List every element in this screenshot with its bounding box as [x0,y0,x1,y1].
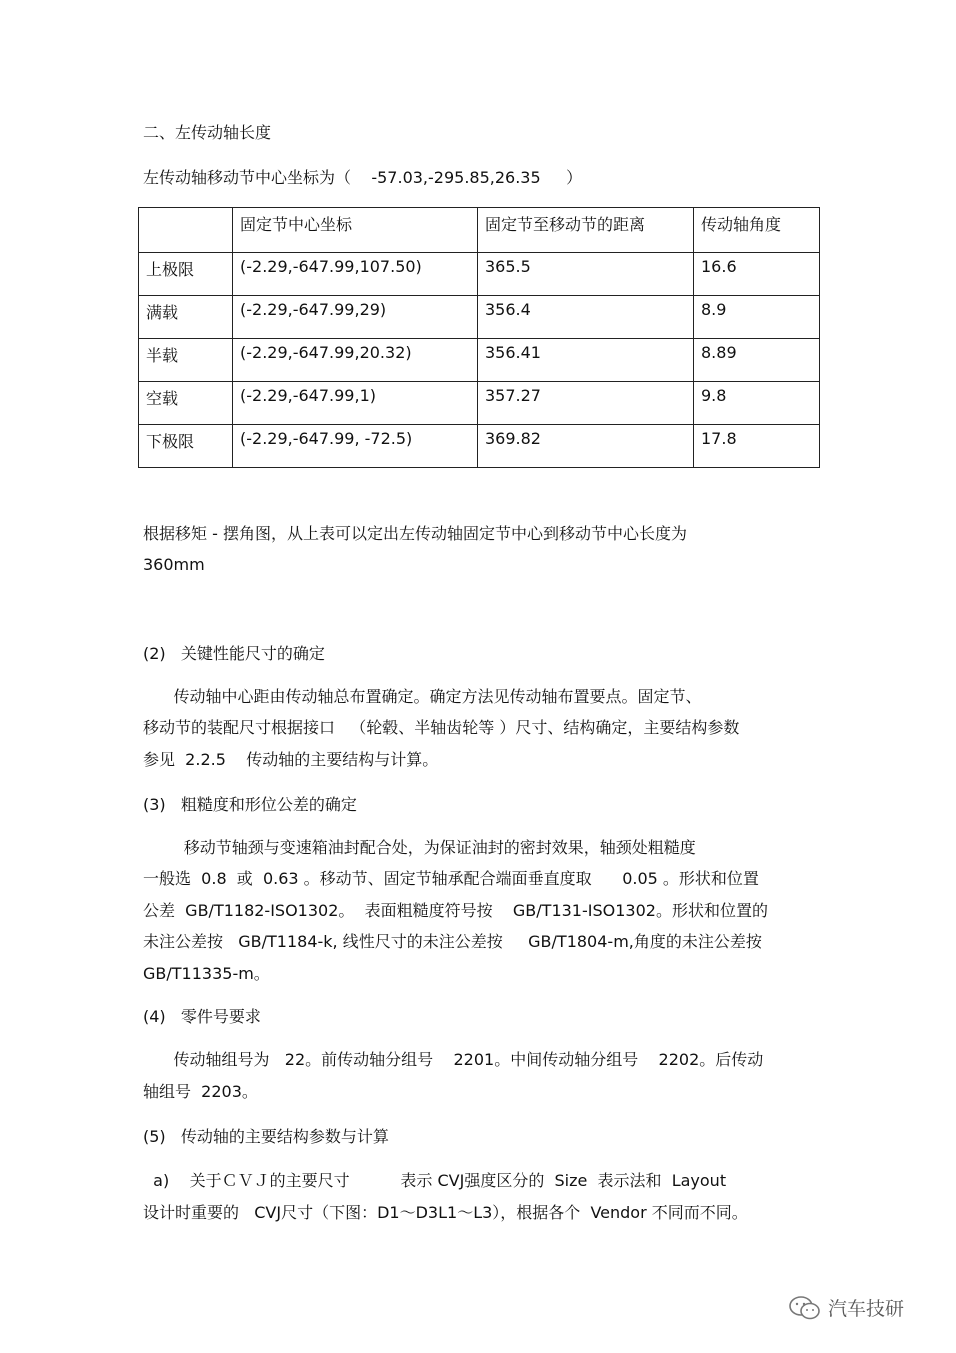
table-cell: 357.27 [478,382,694,425]
table-row [139,296,820,339]
table-cell: 356.4 [478,296,694,339]
subheading: (3) 粗糙度和形位公差的确定 [143,795,357,814]
subheading: (2) 关键性能尺寸的确定 [143,644,325,663]
paragraph-line: 设计时重要的 CVJ尺寸（下图：D1～D3L1～L3），根据各个 Vendor 不同而不同。 [143,1203,748,1222]
paragraph-line: 传动轴中心距由传动轴总布置确定。确定方法见传动轴布置要点。固定节、 [143,687,702,706]
table-cell: 8.9 [694,296,820,339]
table-cell: 356.41 [478,339,694,382]
paragraph-line: 移动节的装配尺寸根据接口 （轮毂、半轴齿轮等 ）尺寸、结构确定，主要结构参数 [143,718,740,737]
table-header-cell [139,208,233,253]
paragraph-line: 未注公差按 GB/T1184-k, 线性尺寸的未注公差按 GB/T1804-m,角度的未注公差按 [143,932,762,951]
paragraph-line: GB/T11335-m。 [143,964,270,983]
table-cell: 16.6 [694,253,820,296]
table-cell: 半载 [139,339,233,382]
paragraph-line: 轴组号 2203。 [143,1082,258,1101]
table-row [139,253,820,296]
table-cell: 9.8 [694,382,820,425]
table-header-cell: 固定节至移动节的距离 [478,208,694,253]
table-row [139,382,820,425]
section-title: 二、左传动轴长度 [143,123,272,142]
coord-line: 左传动轴移动节中心坐标为（ -57.03,-295.85,26.35 ） [143,168,583,187]
paragraph-line: 参见 2.2.5 传动轴的主要结构与计算。 [143,750,439,769]
table-row [139,339,820,382]
table-row [139,425,820,468]
table-header-cell: 传动轴角度 [694,208,820,253]
table-header-row [139,208,820,253]
table-cell: (-2.29,-647.99,29) [233,296,478,339]
table-cell: 369.82 [478,425,694,468]
table-cell: 下极限 [139,425,233,468]
subheading: (5) 传动轴的主要结构参数与计算 [143,1127,389,1146]
table-cell: (-2.29,-647.99,107.50) [233,253,478,296]
paragraph-line: 360mm [143,555,205,574]
table-cell: 8.89 [694,339,820,382]
paragraph-line: 公差 GB/T1182-ISO1302。 表面粗糙度符号按 GB/T131-ISO1302。形状和位置的 [143,901,768,920]
table-header-cell: 固定节中心坐标 [233,208,478,253]
table-cell: 上极限 [139,253,233,296]
table-cell: 满载 [139,296,233,339]
length-table [138,207,820,468]
table-cell: (-2.29,-647.99,1) [233,382,478,425]
subheading: (4) 零件号要求 [143,1007,261,1026]
table-cell: 17.8 [694,425,820,468]
paragraph-line: 传动轴组号为 22。前传动轴分组号 2201。中间传动轴分组号 2202。后传动 [143,1050,764,1069]
paragraph-line: 根据移矩 - 摆角图，从上表可以定出左传动轴固定节中心到移动节中心长度为 [143,524,687,543]
paragraph-line: 移动节轴颈与变速箱油封配合处，为保证油封的密封效果，轴颈处粗糙度 [143,838,696,857]
wechat-icon [788,1295,822,1321]
paragraph-line: a) 关于ＣＶＪ的主要尺寸 表示 CVJ强度区分的 Size 表示法和 Layout [143,1171,727,1190]
watermark-text: 汽车技研 [828,1298,905,1320]
table-cell: (-2.29,-647.99, -72.5) [233,425,478,468]
table-cell: 365.5 [478,253,694,296]
paragraph-line: 一般选 0.8 或 0.63 。移动节、固定节轴承配合端面垂直度取 0.05 。形状和位置 [143,869,759,888]
table-cell: 空载 [139,382,233,425]
watermark [788,1294,904,1321]
table-cell: (-2.29,-647.99,20.32) [233,339,478,382]
